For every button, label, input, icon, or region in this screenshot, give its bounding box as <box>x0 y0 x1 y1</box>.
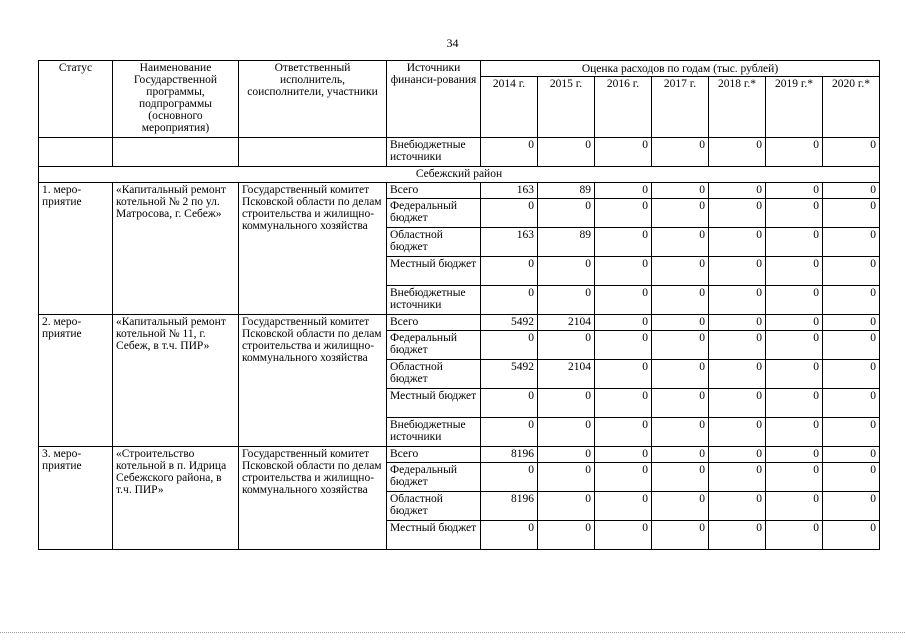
value-cell: 0 <box>766 138 823 167</box>
value-cell: 0 <box>766 331 823 360</box>
value-cell: 89 <box>538 183 595 199</box>
header-costs: Оценка расходов по годам (тыс. рублей) <box>481 61 880 77</box>
value-cell: 0 <box>709 463 766 492</box>
value-cell: 0 <box>652 492 709 521</box>
value-cell: 0 <box>481 199 538 228</box>
value-cell: 0 <box>538 331 595 360</box>
source-cell: Областной бюджет <box>387 492 481 521</box>
value-cell: 0 <box>766 521 823 550</box>
value-cell: 0 <box>481 331 538 360</box>
value-cell: 0 <box>538 521 595 550</box>
source-cell: Всего <box>387 447 481 463</box>
header-year: 2019 г.* <box>766 77 823 138</box>
value-cell: 0 <box>823 286 880 315</box>
source-cell: Внебюджетные источники <box>387 286 481 315</box>
activity-responsible: Государственный комитет Псковской области по делам строительства и жилищно-коммунального хозяйства <box>239 183 387 315</box>
value-cell: 0 <box>823 228 880 257</box>
value-cell: 0 <box>823 463 880 492</box>
activity-name: «Капитальный ремонт котельной № 11, г. Себеж, в т.ч. ПИР» <box>113 315 239 447</box>
activity-responsible: Государственный комитет Псковской области по делам строительства и жилищно-коммунального хозяйства <box>239 315 387 447</box>
value-cell: 0 <box>823 183 880 199</box>
value-cell: 163 <box>481 183 538 199</box>
value-cell: 0 <box>709 199 766 228</box>
value-cell: 0 <box>538 492 595 521</box>
header-name: Наименование Государственной программы, подпрограммы (основного мероприятия) <box>113 61 239 138</box>
value-cell: 0 <box>766 418 823 447</box>
value-cell: 0 <box>652 199 709 228</box>
activity-name: «Строительство котельной в п. Идрица Себежского района, в т.ч. ПИР» <box>113 447 239 550</box>
value-cell: 0 <box>823 492 880 521</box>
value-cell: 0 <box>595 492 652 521</box>
value-cell: 0 <box>766 447 823 463</box>
value-cell: 0 <box>652 331 709 360</box>
source-cell: Местный бюджет <box>387 389 481 418</box>
source-cell: Местный бюджет <box>387 257 481 286</box>
value-cell: 0 <box>595 447 652 463</box>
value-cell: 0 <box>652 447 709 463</box>
value-cell: 0 <box>709 228 766 257</box>
value-cell: 0 <box>481 138 538 167</box>
header-year: 2017 г. <box>652 77 709 138</box>
status-cell <box>39 138 113 167</box>
value-cell: 0 <box>823 389 880 418</box>
source-cell: Внебюджетные источники <box>387 138 481 167</box>
value-cell: 0 <box>709 286 766 315</box>
source-cell: Местный бюджет <box>387 521 481 550</box>
value-cell: 0 <box>709 360 766 389</box>
value-cell: 0 <box>709 138 766 167</box>
value-cell: 0 <box>538 447 595 463</box>
header-year: 2016 г. <box>595 77 652 138</box>
value-cell: 0 <box>595 331 652 360</box>
value-cell: 2104 <box>538 360 595 389</box>
responsible-cell <box>239 138 387 167</box>
value-cell: 0 <box>709 418 766 447</box>
source-cell: Областной бюджет <box>387 360 481 389</box>
activity-status: 2. меро-приятие <box>39 315 113 447</box>
value-cell: 0 <box>823 360 880 389</box>
value-cell: 0 <box>595 463 652 492</box>
value-cell: 0 <box>823 315 880 331</box>
value-cell: 0 <box>823 257 880 286</box>
value-cell: 0 <box>652 521 709 550</box>
value-cell: 0 <box>709 492 766 521</box>
value-cell: 0 <box>481 418 538 447</box>
value-cell: 163 <box>481 228 538 257</box>
scan-edge-divider <box>0 632 905 634</box>
header-year: 2018 г.* <box>709 77 766 138</box>
value-cell: 0 <box>595 286 652 315</box>
table-row <box>39 138 880 167</box>
value-cell: 0 <box>766 463 823 492</box>
value-cell: 0 <box>766 315 823 331</box>
header-status: Статус <box>39 61 113 138</box>
header-year: 2015 г. <box>538 77 595 138</box>
value-cell: 0 <box>823 199 880 228</box>
value-cell: 0 <box>538 138 595 167</box>
value-cell: 0 <box>595 389 652 418</box>
value-cell: 0 <box>652 138 709 167</box>
value-cell: 0 <box>595 360 652 389</box>
value-cell: 0 <box>595 183 652 199</box>
value-cell: 0 <box>709 447 766 463</box>
value-cell: 8196 <box>481 447 538 463</box>
value-cell: 0 <box>766 360 823 389</box>
value-cell: 0 <box>538 286 595 315</box>
value-cell: 0 <box>595 418 652 447</box>
value-cell: 0 <box>595 228 652 257</box>
value-cell: 0 <box>709 389 766 418</box>
district-row <box>39 167 880 183</box>
activity-responsible: Государственный комитет Псковской области по делам строительства и жилищно-коммунального хозяйства <box>239 447 387 550</box>
value-cell: 0 <box>481 463 538 492</box>
source-cell: Всего <box>387 315 481 331</box>
value-cell: 0 <box>538 257 595 286</box>
value-cell: 0 <box>538 418 595 447</box>
value-cell: 0 <box>766 183 823 199</box>
value-cell: 0 <box>709 257 766 286</box>
value-cell: 0 <box>652 463 709 492</box>
value-cell: 0 <box>538 463 595 492</box>
value-cell: 0 <box>538 389 595 418</box>
table-row <box>39 447 880 463</box>
value-cell: 0 <box>652 418 709 447</box>
source-cell: Федеральный бюджет <box>387 199 481 228</box>
activity-status: 3. меро-приятие <box>39 447 113 550</box>
value-cell: 0 <box>709 183 766 199</box>
value-cell: 0 <box>766 199 823 228</box>
value-cell: 0 <box>766 389 823 418</box>
budget-table <box>38 60 880 550</box>
source-cell: Внебюджетные источники <box>387 418 481 447</box>
source-cell: Всего <box>387 183 481 199</box>
value-cell: 0 <box>823 331 880 360</box>
value-cell: 0 <box>538 199 595 228</box>
value-cell: 0 <box>652 286 709 315</box>
header-year: 2014 г. <box>481 77 538 138</box>
value-cell: 0 <box>595 257 652 286</box>
value-cell: 0 <box>652 183 709 199</box>
table-row <box>39 315 880 331</box>
header-year: 2020 г.* <box>823 77 880 138</box>
table-row <box>39 183 880 199</box>
value-cell: 0 <box>481 521 538 550</box>
value-cell: 8196 <box>481 492 538 521</box>
value-cell: 0 <box>709 315 766 331</box>
value-cell: 0 <box>709 521 766 550</box>
value-cell: 5492 <box>481 315 538 331</box>
value-cell: 0 <box>595 199 652 228</box>
activity-name: «Капитальный ремонт котельной № 2 по ул. Матросова, г. Себеж» <box>113 183 239 315</box>
value-cell: 0 <box>823 418 880 447</box>
district-title: Себежский район <box>39 167 880 183</box>
value-cell: 89 <box>538 228 595 257</box>
value-cell: 0 <box>823 521 880 550</box>
value-cell: 0 <box>766 286 823 315</box>
value-cell: 2104 <box>538 315 595 331</box>
header-sources: Источники финанси-рования <box>387 61 481 138</box>
value-cell: 0 <box>652 315 709 331</box>
source-cell: Областной бюджет <box>387 228 481 257</box>
value-cell: 5492 <box>481 360 538 389</box>
value-cell: 0 <box>652 257 709 286</box>
name-cell <box>113 138 239 167</box>
page-number: 34 <box>446 36 459 50</box>
header-responsible: Ответственный исполнитель, соисполнители, участники <box>239 61 387 138</box>
value-cell: 0 <box>823 138 880 167</box>
value-cell: 0 <box>481 257 538 286</box>
activity-status: 1. меро-приятие <box>39 183 113 315</box>
value-cell: 0 <box>709 331 766 360</box>
value-cell: 0 <box>595 138 652 167</box>
value-cell: 0 <box>652 360 709 389</box>
value-cell: 0 <box>652 228 709 257</box>
value-cell: 0 <box>766 492 823 521</box>
value-cell: 0 <box>595 521 652 550</box>
value-cell: 0 <box>481 389 538 418</box>
source-cell: Федеральный бюджет <box>387 331 481 360</box>
value-cell: 0 <box>481 286 538 315</box>
value-cell: 0 <box>823 447 880 463</box>
value-cell: 0 <box>766 257 823 286</box>
source-cell: Федеральный бюджет <box>387 463 481 492</box>
value-cell: 0 <box>595 315 652 331</box>
value-cell: 0 <box>766 228 823 257</box>
value-cell: 0 <box>652 389 709 418</box>
